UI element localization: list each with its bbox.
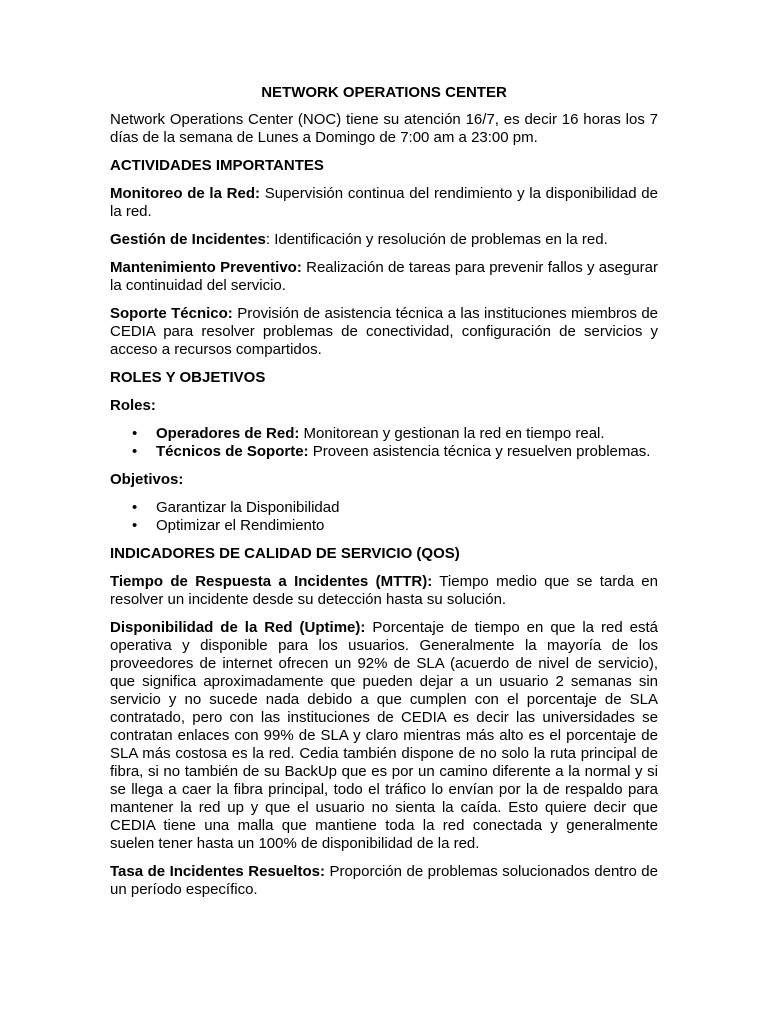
actividad-text: : Identificación y resolución de problemas en la red. bbox=[265, 231, 608, 248]
objetivos-list bbox=[110, 499, 658, 535]
document-title: NETWORK OPERATIONS CENTER bbox=[261, 84, 507, 101]
objetivos-label: Objetivos: bbox=[110, 471, 184, 488]
actividad-mantenimiento bbox=[110, 259, 658, 295]
intro-paragraph: Network Operations Center (NOC) tiene su atención 16/7, es decir 16 horas los 7 días de la semana de Lunes a Domingo de 7:00 am a 23:00 pm. bbox=[110, 111, 658, 146]
section-heading-actividades: ACTIVIDADES IMPORTANTES bbox=[110, 157, 324, 174]
actividad-label: Soporte Técnico: bbox=[110, 305, 233, 322]
qos-mttr bbox=[110, 573, 658, 609]
roles-label-paragraph bbox=[110, 397, 658, 415]
qos-label: Tiempo de Respuesta a Incidentes (MTTR): bbox=[110, 573, 433, 590]
actividad-monitoreo bbox=[110, 185, 658, 221]
qos-text: Porcentaje de tiempo en que la red está operativa y disponible para los usuarios. Generalmente la mayoría de los proveedores de internet ofrecen un 92% de SLA (acuerdo de nivel de servicio), que significa aproximadamente que pueden dejar a un usuario 2 semanas sin servicio y no sucede nada debido a que cumplen con el porcentaje de SLA contratado, pero con las instituciones de CEDIA es decir las universidades se contratan enlaces con 99% de SLA y claro mientras más alto es el porcentaje de SLA más costosa es la red. Cedia también dispone de no solo la ruta principal de fibra, si no también de su BackUp que es por un camino diferente a la normal y si se llega a caer la fibra principal, todo el tráfico lo envían por la de respaldo para mantener la red up y que el usuario no sienta la caída. Esto quiere decir que CEDIA tiene una malla que mantiene toda la red conectada y generalmente suelen tener hasta un 100% de disponibilidad de la red. bbox=[110, 619, 658, 852]
list-item bbox=[132, 499, 658, 517]
objetivos-label-paragraph bbox=[110, 471, 658, 489]
qos-tasa-incidentes bbox=[110, 863, 658, 899]
role-label: Técnicos de Soporte: bbox=[156, 443, 309, 460]
document-page bbox=[110, 84, 658, 909]
qos-label: Disponibilidad de la Red (Uptime): bbox=[110, 619, 366, 636]
qos-label: Tasa de Incidentes Resueltos: bbox=[110, 863, 325, 880]
actividad-label: Monitoreo de la Red: bbox=[110, 185, 260, 202]
bullet-icon: • bbox=[132, 443, 138, 460]
roles-list bbox=[110, 425, 658, 461]
list-item bbox=[132, 517, 658, 535]
bullet-icon: • bbox=[132, 425, 138, 442]
list-item bbox=[132, 443, 658, 461]
qos-text: Proporción de problemas solucionados dentro de un período específico. bbox=[110, 863, 658, 898]
role-text: Proveen asistencia técnica y resuelven problemas. bbox=[308, 443, 651, 460]
bullet-icon: • bbox=[132, 517, 138, 534]
actividad-label: Mantenimiento Preventivo: bbox=[110, 259, 302, 276]
actividad-text: Realización de tareas para prevenir fallos y asegurar la continuidad del servicio. bbox=[110, 259, 658, 294]
objetivo-text: Garantizar la Disponibilidad bbox=[156, 499, 340, 516]
section-heading-qos: INDICADORES DE CALIDAD DE SERVICIO (QOS) bbox=[110, 545, 460, 562]
objetivo-text: Optimizar el Rendimiento bbox=[156, 517, 325, 534]
actividad-soporte bbox=[110, 305, 658, 359]
section-heading-roles-objetivos: ROLES Y OBJETIVOS bbox=[110, 369, 266, 386]
list-item bbox=[132, 425, 658, 443]
roles-label: Roles: bbox=[110, 397, 156, 414]
actividad-gestion-incidentes bbox=[110, 231, 658, 249]
actividad-label: Gestión de Incidentes bbox=[110, 231, 266, 248]
role-text: Monitorean y gestionan la red en tiempo real. bbox=[299, 425, 605, 442]
actividad-text: Supervisión continua del rendimiento y la disponibilidad de la red. bbox=[110, 185, 658, 220]
actividad-text: Provisión de asistencia técnica a las instituciones miembros de CEDIA para resolver problemas de conectividad, configuración de servicios y acceso a recursos compartidos. bbox=[110, 305, 659, 358]
bullet-icon: • bbox=[132, 499, 138, 516]
qos-uptime bbox=[110, 619, 658, 853]
role-label: Operadores de Red: bbox=[156, 425, 300, 442]
qos-text: Tiempo medio que se tarda en resolver un incidente desde su detección hasta su solución. bbox=[110, 573, 658, 608]
